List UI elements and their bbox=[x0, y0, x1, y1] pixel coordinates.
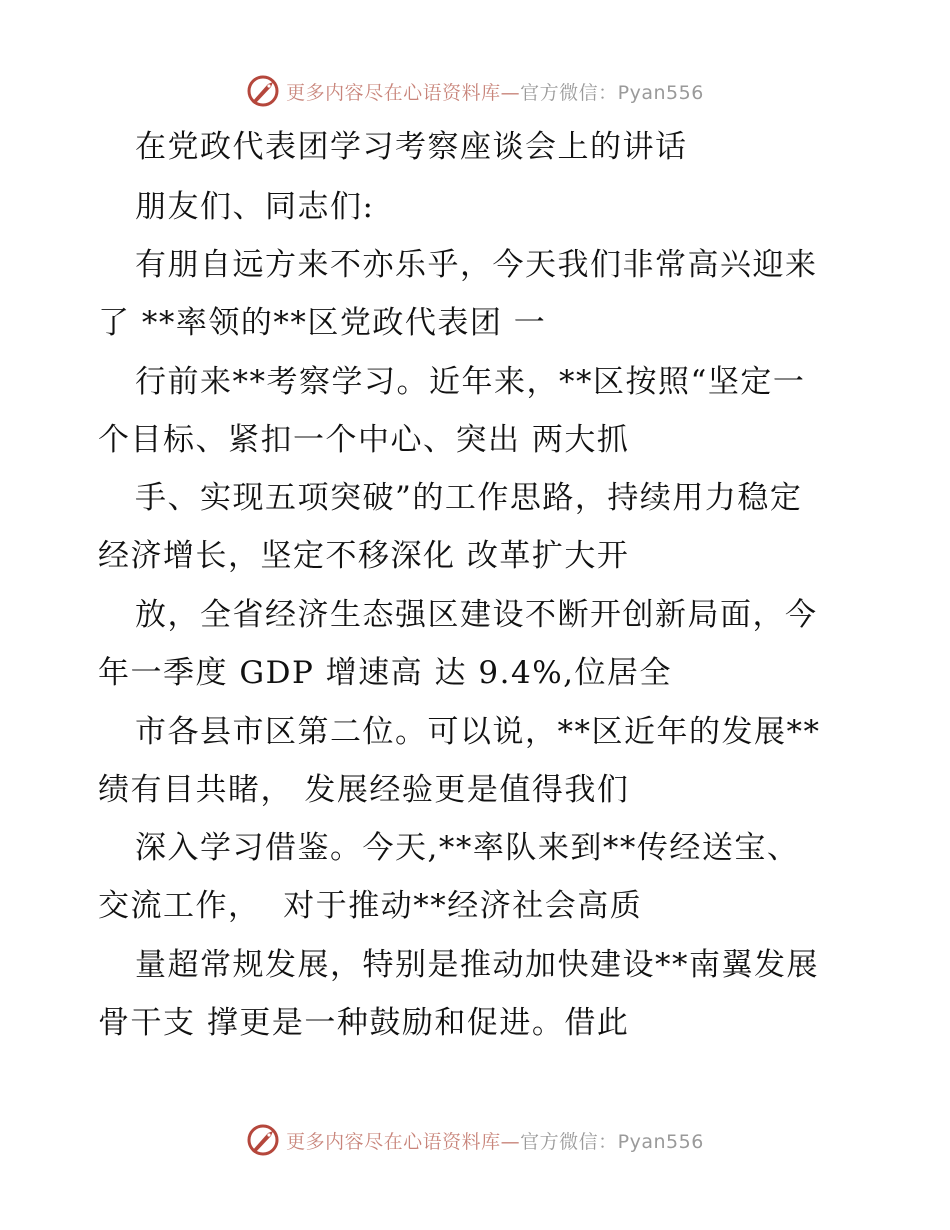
paragraph-line: 量超常规发展，特别是推动加快建设**南翼发展 bbox=[135, 947, 819, 983]
paragraph-line: 个目标、紧扣一个中心、突出 两大抓 bbox=[98, 422, 630, 458]
watermark-header bbox=[0, 71, 950, 111]
pen-nib-logo-icon bbox=[246, 74, 280, 108]
watermark-text: 更多内容尽在心语资料库—官方微信：Pyan556 bbox=[286, 1130, 704, 1153]
document-title: 在党政代表团学习考察座谈会上的讲话 bbox=[135, 129, 688, 165]
pen-nib-logo-icon bbox=[246, 1123, 280, 1157]
paragraph-line: 放，全省经济生态强区建设不断开创新局面，今 bbox=[135, 597, 818, 633]
paragraph-line: 有朋自远方来不亦乐乎，今天我们非常高兴迎来 bbox=[135, 247, 818, 283]
salutation: 朋友们、同志们: bbox=[135, 189, 375, 225]
paragraph-line: 骨干支 撑更是一种鼓励和促进。借此 bbox=[98, 1005, 630, 1041]
paragraph-line: 市各县市区第二位。可以说，**区近年的发展** bbox=[135, 714, 821, 750]
paragraph-line: 经济增长，坚定不移深化 改革扩大开 bbox=[98, 538, 630, 574]
watermark-footer bbox=[0, 1120, 950, 1160]
watermark-wechat: 官方微信：Pyan556 bbox=[520, 1130, 704, 1153]
paragraph-line: 深入学习借鉴。今天,**率队来到**传经送宝、 bbox=[135, 830, 800, 866]
paragraph-line: 手、实现五项突破”的工作思路，持续用力稳定 bbox=[135, 480, 803, 516]
watermark-wechat: 官方微信：Pyan556 bbox=[520, 81, 704, 104]
watermark-text: 更多内容尽在心语资料库—官方微信：Pyan556 bbox=[286, 81, 704, 104]
paragraph-line: 年一季度 GDP 增速高 达 9.4%,位居全 bbox=[98, 655, 673, 691]
paragraph-line: 行前来**考察学习。近年来，**区按照“坚定一 bbox=[135, 364, 806, 400]
paragraph-line: 绩有目共睹， 发展经验更是值得我们 bbox=[98, 772, 630, 808]
paragraph-line: 了 **率领的**区党政代表团 一 bbox=[98, 305, 547, 341]
paragraph-line: 交流工作， 对于推动**经济社会高质 bbox=[98, 888, 643, 924]
